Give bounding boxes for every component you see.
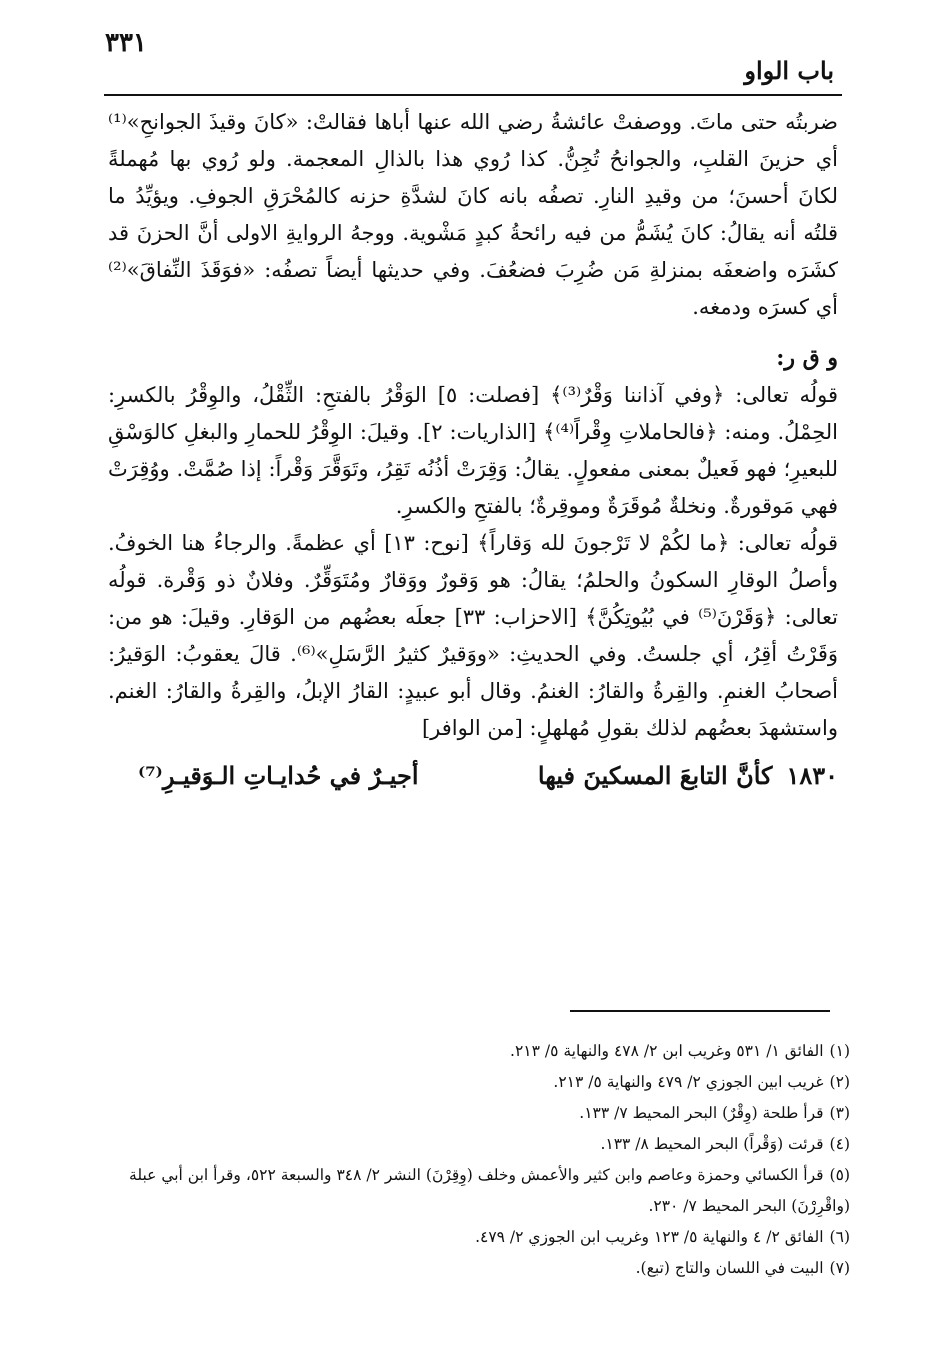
verse-first-hemistich <box>538 757 838 794</box>
footnote-text: البيت في اللسان والتاج (تبع). <box>635 1259 824 1277</box>
running-header: باب الواو <box>744 56 834 85</box>
footnote-text: غريب ابين الجوزي ٢/ ٤٧٩ والنهاية ٥/ ٢١٣. <box>553 1073 824 1091</box>
paragraph-continuation: ضربتُه حتى ماتَ. ووصفتْ عائشةُ رضي الله عنها أباها فقالتْ: «كانَ وقيذَ الجوانحِ»⁽¹⁾ أي حزينَ القلبِ، والجوانحُ تُجِنُّ. كذا رُوي هذا بالذالِ المعجمة. ولو رُوي بها مُهملةً لكانَ أحسنَ؛ من وقيدِ النارِ. تصفُه بانه كانَ لشدَّةِ حزنه كالمُحْرَقِ الجوفِ. ويؤيِّدُ ما قلتُه أنه يقالُ: كانَ يُشَمُّ من فيه رائحةُ كبدٍ مَشْوية. ووجهُ الروايةِ الاولى أنَّ الحزنَ قد كشَرَه واضعفَه بمنزلةِ مَن ضُرِبَ فضعُفَ. وفي حديثها أيضاً تصفُه: «فوَقَذَ النِّفاقَ»⁽²⁾ أي كسرَه ودمغه. <box>108 110 838 319</box>
footnote-number: (٣) <box>829 1104 850 1122</box>
footnote-3 <box>108 1098 850 1129</box>
main-text <box>108 104 838 794</box>
footnote-text: قرئت (وَقْراً) البحر المحيط ٨/ ١٣٣. <box>600 1135 824 1153</box>
footnote-4 <box>108 1129 850 1160</box>
footnote-number: (٦) <box>829 1228 850 1246</box>
footnote-number: (١) <box>829 1042 850 1060</box>
poem-verse <box>108 757 838 794</box>
footnote-number: (٢) <box>829 1073 850 1091</box>
entry-heading: و ق ر: <box>776 345 838 371</box>
footnote-text: قرأ الكسائي وحمزة وعاصم وابن كثير والأعمش وخلف (وِقِرْنَ) النشر ٢/ ٣٤٨ والسبعة ٥٢٢، وقرأ ابن أبي عبلة (واقْرِرْنَ) البحر المحيط ٧/ ٢٣٠. <box>129 1166 850 1215</box>
footnote-number: (٥) <box>829 1166 850 1184</box>
footnote-5 <box>108 1160 850 1222</box>
footnote-text: الفائق ١/ ٥٣١ وغريب ابن ٢/ ٤٧٨ والنهاية ٥/ ٢١٣. <box>510 1042 824 1060</box>
entry-paragraph-2: قولُه تعالى: ﴿ما لكُمْ لا تَرْجونَ لله وَقاراً﴾ [نوح: ١٣] أي عظمةً. والرجاءُ هنا الخوفُ. وأصلُ الوقارِ السكونُ والحلمُ؛ يقالُ: هو وَقورٌ ووَقارٌ ومُتَوَقِّرٌ. وفلانٌ ذو وَقْرة. قولُه تعالى: ﴿وَقَرْنَ⁽⁵⁾ في بُيُوتِكُنَّ﴾ [الاحزاب: ٣٣] جعلَه بعضُهم من الوَقارِ. وقيلَ: هو من: وَقَرْتُ أقِرُ، أي جلستُ. وفي الحديثِ: «ووَقيرٌ كثيرُ الرَّسَلِ»⁽⁶⁾. قالَ يعقوبُ: الوَقيرُ: أصحابُ الغنمِ. والقِرةُ والقارُ: الغنمُ. وقال أبو عبيدٍ: القارُ الإبلُ، والقِرةُ والقارُ: الغنم. واستشهدَ بعضُهم لذلك بقولِ مُهلهلٍ: [من الوافر] <box>108 531 839 740</box>
footnote-text: الفائق ٢/ ٤ والنهاية ٥/ ١٢٣ وغريب ابن الجوزي ٢/ ٤٧٩. <box>475 1228 824 1246</box>
footnote-7 <box>108 1253 850 1284</box>
footnote-number: (٤) <box>829 1135 850 1153</box>
footnote-text: قرأ طلحة (وِقْرٌ) البحر المحيط ٧/ ١٣٣. <box>579 1104 824 1122</box>
footnote-1 <box>108 1036 850 1067</box>
entry-paragraph-1: قولُه تعالى: ﴿وفي آذاننا وَقْرٌ⁽³⁾﴾ [فصلت: ٥] الوَقْرُ بالفتحِ: الثِّقْلُ، والوِقْرُ بالكسرِ: الحِمْلُ. ومنه: ﴿فالحاملاتِ وِقْراً⁽⁴⁾﴾ [الذاريات: ٢]. وقيلَ: الوِقْرُ للحمارِ والبغلِ كالوَسْقِ للبعيرِ؛ فهو فَعيلٌ بمعنى مفعولٍ. يقالُ: وَقِرَتْ أذُنُه تَقِرُ، وتَوَقَّرَ وَقْراً: إذا صُمَّتْ. ووُقِرَتْ فهي مَوقورةٌ. ونخلةٌ مُوقَرَةٌ وموقِرةٌ؛ بالفتحِ والكسرِ. <box>108 383 838 518</box>
footnote-6 <box>108 1222 850 1253</box>
footnote-2 <box>108 1067 850 1098</box>
verse-number: ١٨٣٠ <box>786 761 838 790</box>
header-rule <box>104 94 842 96</box>
footnote-rule <box>570 1010 830 1012</box>
page-number: ٣٣١ <box>105 28 147 58</box>
verse-second-hemistich: أجيـرٌ في حُدايـاتِ الـوَقيـرِ⁽⁷⁾ <box>138 761 419 790</box>
footnotes <box>108 1036 850 1284</box>
verse-hemistich-1-text: كأنَّ التابعَ المسكينَ فيها <box>537 761 773 790</box>
footnote-number: (٧) <box>829 1259 850 1277</box>
